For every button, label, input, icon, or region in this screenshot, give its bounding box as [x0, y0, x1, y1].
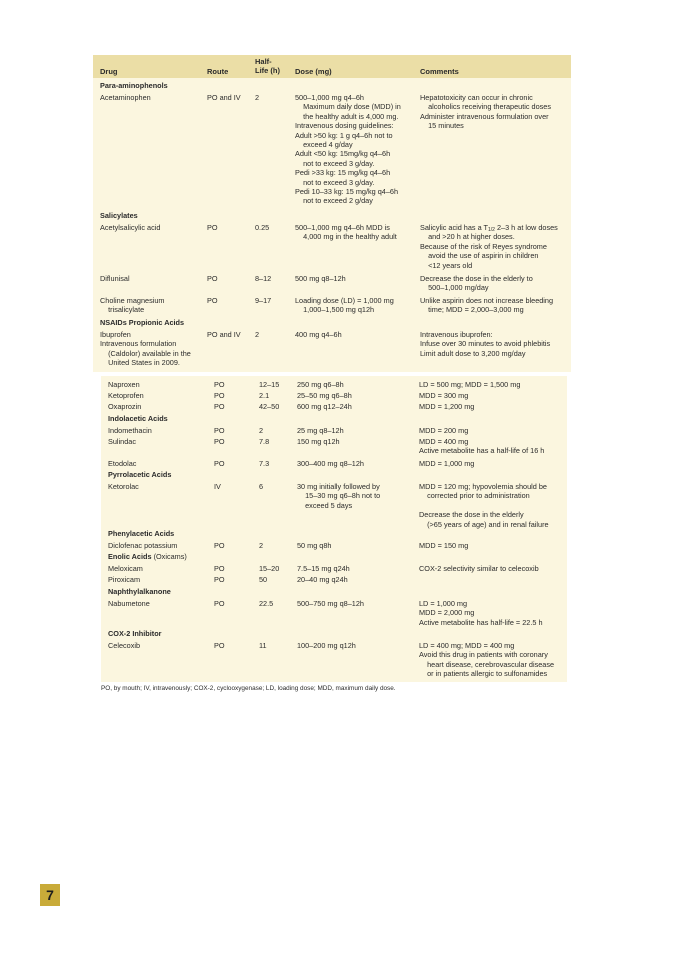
drug-name: Indomethacin: [108, 426, 152, 435]
drug-route: PO and IV: [207, 330, 241, 339]
group-naphthylalkanone: Naphthylalkanone: [108, 587, 171, 596]
drug-comments: MDD = 1,200 mg: [419, 402, 475, 411]
drug-dose: 7.5–15 mg q24h: [297, 564, 350, 573]
drug-dose: 600 mg q12–24h: [297, 402, 352, 411]
drug-route: PO: [214, 575, 225, 584]
drug-dose: 25–50 mg q6–8h: [297, 391, 352, 400]
drug-name: Oxaprozin: [108, 402, 142, 411]
drug-half-life: 50: [259, 575, 268, 584]
drug-name: Ketoprofen: [108, 391, 144, 400]
drug-half-life: 7.3: [259, 459, 270, 468]
drug-comments: LD = 400 mg; MDD = 400 mg Avoid this drug in patients with coronary heart disease, cerebrovascular disease or in patients allergic to sulfonamides: [419, 641, 555, 679]
drug-route: PO: [214, 459, 225, 468]
drug-half-life: 42–50: [259, 402, 280, 411]
header-dose: Dose (mg): [295, 67, 332, 76]
drug-half-life: 9–17: [255, 296, 272, 305]
drug-table-part-2: [101, 376, 567, 682]
drug-route: PO and IV: [207, 93, 241, 102]
drug-dose: 150 mg q12h: [297, 437, 340, 446]
drug-name: Piroxicam: [108, 575, 141, 584]
drug-dose: 25 mg q8–12h: [297, 426, 344, 435]
header-route: Route: [207, 67, 229, 76]
drug-route: PO: [207, 274, 218, 283]
drug-name: Diflunisal: [100, 274, 130, 283]
page-number-badge: 7: [40, 884, 60, 906]
drug-half-life: 2: [255, 330, 260, 339]
comment-text: 2–3 h at low doses: [494, 223, 558, 232]
drug-name: Ketorolac: [108, 482, 139, 491]
drug-comments: MDD = 300 mg: [419, 391, 469, 400]
drug-dose: 100–200 mg q12h: [297, 641, 356, 650]
drug-dose: 250 mg q6–8h: [297, 380, 344, 389]
group-salicylates: Salicylates: [100, 211, 138, 220]
drug-dose: 500–750 mg q8–12h: [297, 599, 364, 608]
drug-route: IV: [214, 482, 221, 491]
group-enolic-label: Enolic Acids: [108, 552, 152, 561]
drug-route: PO: [214, 402, 225, 411]
drug-half-life: 12–15: [259, 380, 280, 389]
drug-dose: Loading dose (LD) = 1,000 mg 1,000–1,500 mg q12h: [295, 296, 394, 315]
drug-name: Acetaminophen: [100, 93, 151, 102]
drug-comments: MDD = 400 mg Active metabolite has a half-life of 16 h: [419, 437, 545, 456]
drug-route: PO: [214, 564, 225, 573]
drug-half-life: 2.1: [259, 391, 270, 400]
drug-name: Etodolac: [108, 459, 137, 468]
table-header-bar: [93, 55, 571, 78]
header-half-life: Half- Life (h): [255, 57, 280, 76]
drug-name: Celecoxib: [108, 641, 141, 650]
group-enolic: [108, 552, 187, 561]
drug-name: Nabumetone: [108, 599, 150, 608]
drug-half-life: 11: [259, 641, 267, 650]
drug-comments: MDD = 150 mg: [419, 541, 469, 550]
drug-route: PO: [214, 641, 225, 650]
drug-comments: MDD = 200 mg: [419, 426, 469, 435]
drug-route: PO: [214, 426, 225, 435]
drug-comments-continued: and >20 h at higher doses. Because of the risk of Reyes syndrome avoid the use of aspirin in children <12 years old: [420, 232, 547, 270]
drug-dose: 20–40 mg q24h: [297, 575, 348, 584]
drug-half-life: 2: [259, 541, 264, 550]
drug-dose: 300–400 mg q8–12h: [297, 459, 364, 468]
drug-route: PO: [214, 380, 225, 389]
group-indolacetic: Indolacetic Acids: [108, 414, 168, 423]
drug-dose: 50 mg q8h: [297, 541, 332, 550]
drug-comments: LD = 1,000 mg MDD = 2,000 mg Active metabolite has half-life = 22.5 h: [419, 599, 543, 627]
drug-name: Choline magnesium trisalicylate: [100, 296, 165, 315]
drug-comments: Unlike aspirin does not increase bleeding time; MDD = 2,000–3,000 mg: [420, 296, 554, 315]
drug-name: Ibuprofen Intravenous formulation (Caldolor) available in the United States in 2009.: [100, 330, 191, 368]
drug-route: PO: [207, 296, 218, 305]
drug-comments: Intravenous ibuprofen: Infuse over 30 minutes to avoid phlebitis Limit adult dose to 3,200 mg/day: [420, 330, 551, 358]
drug-comments: Decrease the dose in the elderly to 500–1,000 mg/day: [420, 274, 533, 293]
drug-table-part-1: [93, 55, 571, 372]
drug-name: Diclofenac potassium: [108, 541, 178, 550]
group-cox2-inhibitor: COX-2 Inhibitor: [108, 629, 162, 638]
drug-route: PO: [207, 223, 218, 232]
drug-route: PO: [214, 599, 225, 608]
comment-text: Salicylic acid has a T: [420, 223, 488, 232]
header-comments: Comments: [420, 67, 459, 76]
drug-half-life: 22.5: [259, 599, 274, 608]
drug-comments: MDD = 120 mg; hypovolemia should be corrected prior to administration Decrease the dose in the elderly (>65 years of age) and in renal failure: [419, 482, 549, 529]
header-drug: Drug: [100, 67, 118, 76]
drug-name: Naproxen: [108, 380, 140, 389]
drug-dose: 500–1,000 mg q4–6h Maximum daily dose (MDD) in the healthy adult is 4,000 mg. Intravenous dosing guidelines: Adult >50 kg: 1 g q4–6h not to exceed 4 g/day Adult <50 kg: 15mg/kg q4–6h not to exceed 3 g/day. Pedi >33 kg: 15 mg/kg q4–6h not to exceed 3 g/day. Pedi 10–33 kg: 15 mg/kg q4–6h not to exceed 2 g/day: [295, 93, 401, 206]
drug-name: Meloxicam: [108, 564, 143, 573]
group-para-aminophenols: Para-aminophenols: [100, 81, 168, 90]
drug-dose: 500 mg q8–12h: [295, 274, 346, 283]
drug-half-life: 7.8: [259, 437, 270, 446]
drug-dose: 400 mg q4–6h: [295, 330, 342, 339]
group-phenylacetic: Phenylacetic Acids: [108, 529, 175, 538]
drug-dose: 500–1,000 mg q4–6h MDD is 4,000 mg in the healthy adult: [295, 223, 397, 242]
drug-half-life: 15–20: [259, 564, 280, 573]
drug-route: PO: [214, 541, 225, 550]
drug-dose: 30 mg initially followed by 15–30 mg q6–8h not to exceed 5 days: [297, 482, 381, 510]
drug-route: PO: [214, 391, 225, 400]
half-life-subscript: 1/2: [488, 227, 495, 233]
drug-half-life: 2: [259, 426, 264, 435]
drug-comments: LD = 500 mg; MDD = 1,500 mg: [419, 380, 521, 389]
drug-route: PO: [214, 437, 225, 446]
drug-half-life: 2: [255, 93, 260, 102]
drug-half-life: 8–12: [255, 274, 272, 283]
drug-comments: MDD = 1,000 mg: [419, 459, 475, 468]
group-enolic-note: (Oxicams): [153, 552, 187, 561]
drug-name: Acetylsalicylic acid: [100, 223, 161, 232]
drug-half-life: 6: [259, 482, 264, 491]
group-nsaids-propionic: NSAIDs Propionic Acids: [100, 318, 185, 327]
drug-half-life: 0.25: [255, 223, 270, 232]
table-footnote: PO, by mouth; IV, intravenously; COX-2, cyclooxygenase; LD, loading dose; MDD, maximum daily dose.: [101, 685, 396, 692]
group-pyrrolacetic: Pyrrolacetic Acids: [108, 470, 172, 479]
drug-name: Sulindac: [108, 437, 136, 446]
drug-comments: COX-2 selectivity similar to celecoxib: [419, 564, 539, 573]
drug-comments: Hepatotoxicity can occur in chronic alcoholics receiving therapeutic doses Administer intravenous formulation over 15 minutes: [420, 93, 552, 131]
